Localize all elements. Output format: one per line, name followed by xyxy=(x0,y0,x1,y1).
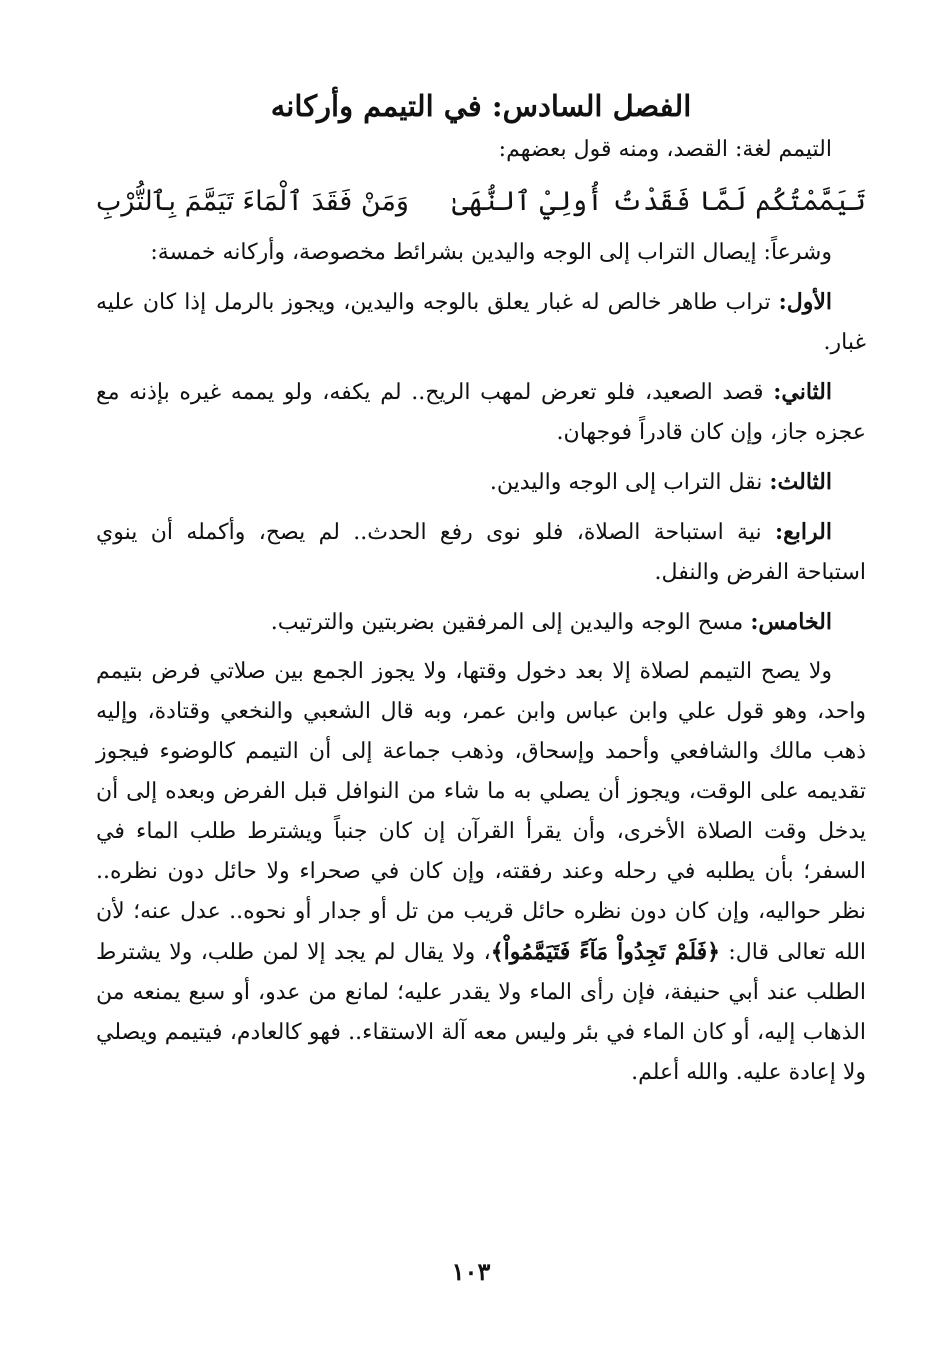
pillar-5-text: مسح الوجه واليدين إلى المرفقين بضربتين والترتيب. xyxy=(270,610,751,635)
pillar-1-label: الأول: xyxy=(778,289,832,315)
verse-second-hemistich: وَمَنْ فَقَدَ ٱلْمَاءَ تَيَمَّمَ بِٱلتُّرْبِ xyxy=(96,186,409,217)
pillar-4-text: نية استباحة الصلاة، فلو نوى رفع الحدث.. لم يصح، وأكمله أن ينوي استباحة الفرض والنفل. xyxy=(96,520,866,585)
closing-text-part-2: ، ولا يقال لم يجد إلا لمن طلب، ولا يشترط الطلب عند أبي حنيفة، فإن رأى الماء ولا يقدر عليه؛ لمانع من عدو، أو سبع يمنعه من الذهاب إليه، أو كان الماء في بئر وليس معه آلة الاستقاء.. فهو كالعادم، فيتيمم ويصلي ولا إعادة عليه. والله أعلم. xyxy=(96,940,866,1085)
pillar-4 xyxy=(96,512,866,593)
page-number: ١٠٣ xyxy=(451,1257,491,1286)
page-body xyxy=(96,80,866,1102)
pillar-3-label: الثالث: xyxy=(769,469,832,495)
pillar-3 xyxy=(96,462,866,503)
chapter-title: الفصل السادس: في التيمم وأركانه xyxy=(270,89,692,123)
verse-first-hemistich: تَيَمَّمْتُكُم لَمَّا فَقَدْتُ أُولِيْ ٱلنُّهَىٰ xyxy=(451,186,866,217)
pillar-2-text: قصد الصعيد، فلو تعرض لمهب الريح.. لم يكفه، ولو يممه غيره بإذنه مع عجزه جاز، وإن كان قادراً فوجهان. xyxy=(96,380,866,445)
closing-text-part-1: ولا يصح التيمم لصلاة إلا بعد دخول وقتها، ولا يجوز الجمع بين صلاتي فرض بتيمم واحد، وهو قول علي وابن عباس وابن عمر، وبه قال الشعبي والنخعي وقتادة، وإليه ذهب مالك والشافعي وأحمد وإسحاق، وذهب جماعة إلى أن التيمم كالوضوء فيجوز تقديمه على الوقت، ويجوز أن يصلي به ما شاء من النوافل قبل الفرض وبعده إلى أن يدخل وقت الصلاة الأخرى، وأن يقرأ القرآن إن كان جنباً ويشترط طلب الماء في السفر؛ بأن يطلبه في رحله وعند رفقته، وإن كان في صحراء ولا حائل دون نظره.. نظر حواليه، وإن كان دون نظره حائل قريب من تل أو جدار أو نحوه.. عدل عنه؛ لأن الله تعالى قال: xyxy=(96,659,867,965)
pillar-1-text: تراب طاهر خالص له غبار يعلق بالوجه واليدين، ويجوز بالرمل إذا كان عليه غبار. xyxy=(96,290,866,355)
pillar-1 xyxy=(96,282,866,363)
closing-paragraph xyxy=(96,652,866,1093)
pillar-5-label: الخامس: xyxy=(750,609,832,635)
pillar-2 xyxy=(96,372,866,453)
pillar-3-text: نقل التراب إلى الوجه واليدين. xyxy=(489,470,770,495)
pillar-2-label: الثاني: xyxy=(773,379,832,405)
shar-an-definition: وشرعاً: إيصال التراب إلى الوجه واليدين بشرائط مخصوصة، وأركانه خمسة: xyxy=(150,240,832,265)
pillar-4-label: الرابع: xyxy=(774,519,832,545)
quran-quote: ﴿فَلَمْ تَجِدُواْ مَآءً فَتَيَمَّمُواْ﴾ xyxy=(490,939,721,965)
pillar-5 xyxy=(96,602,866,643)
lughatan-definition: التيمم لغة: القصد، ومنه قول بعضهم: xyxy=(498,137,832,162)
poetry-verse xyxy=(96,179,866,225)
